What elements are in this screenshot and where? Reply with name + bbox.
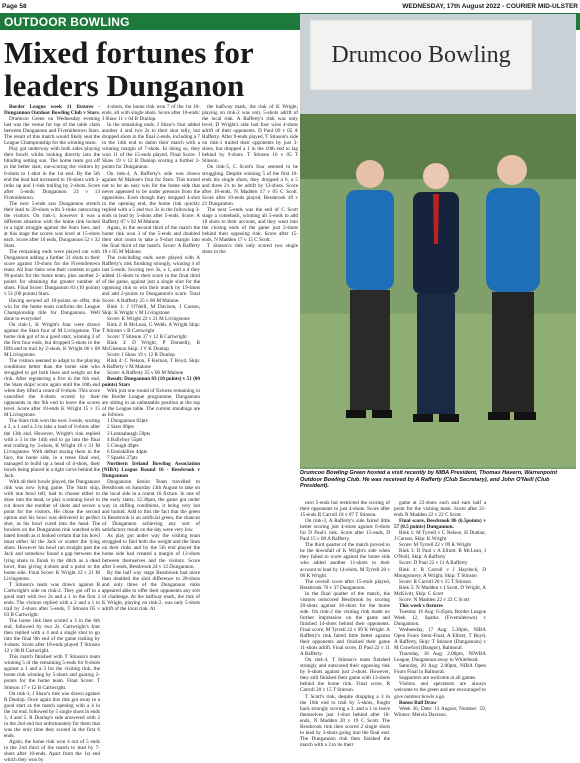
person-left xyxy=(346,160,394,418)
person-centre xyxy=(413,163,459,422)
article-paragraph: Rink 4: R Carroll v J Haydock, D Montgomery, A Wright, Skip: T Stinson xyxy=(394,566,486,579)
article-paragraph: Rink 3: D Wright, P Donnelly, B McGleenon Skip: J V K Dunlop xyxy=(102,339,200,352)
article-paragraph: Again, in the second third of the match the home rink won 3 of the 5-ends and doubled their shot count to take a 9-shot margin into the final third of the match. Score: A Rafferty 18 v 05 M Malone. xyxy=(102,224,200,256)
article-paragraph: the halfway mark, the rink of K Wright, playing on rink-2 was only 5-shots adrift of the local rink. A Rafferty's rink was only level, D Wright's side had four wins 4-shots adrift of their opponents. D Paul 09 v 05 A Rafferty. After 9-ends played, T Stinson's side on rink-1 trailed their opponents by just 3-shots, but dropped a 1 in the 10th end to lag behind by 9-shots. T Stinson 16 v 05 T Stinson. xyxy=(202,104,298,165)
article-paragraph: On rink-4, A Rafferty's side was drawn against M Malone's four for Stars. This turned out to be an easy win for the home side that never appeared to be under pressure from the opposition. Even though they dropped 4-shot in the opening end, the home rink quickly replied with a 5 and two 2s in the following 3-ends to lead by 5-shots after 5-ends. Score: A Rafferty 07 v 02 M Malone. xyxy=(102,170,200,225)
article-paragraph: T Stinson's rink only scored two single shots in the xyxy=(202,243,298,256)
article-paragraph: The next 5-ends saw Dungannon stretch their lead to 20-shots with 3-rinks outscoring the visitors. On rink-1, however it was a different situation with the home rink locked in a tight struggle against the Stars foes, and at this stage the scores was level at 15-shots each. Score after 10 ends, Dungannon 52 v 32 Stars. xyxy=(4,200,100,250)
article-paragraph: On rink-4, T Stinson's team finished strongly and outscored their opposing rink by 6-shots against just 2-shots. However, they still finished their game with 13-shots behind the home rink. Final score, R Carroll 20 v 15 T Stinson. xyxy=(300,657,390,694)
article-paragraph: Week 36, Date: 13 August, Number: 59, Winner: Melvin Davison. xyxy=(394,705,486,718)
article-column-1 xyxy=(4,104,100,763)
article-paragraph: The visitors seemed to adapt to the playing conditions better than the home side who struggled to get both lines and weight on the rink. After registering a five in the 6th end, the Stars skips' score again until the 10th end when they lifted a count of 6-shots. This score cancelled the 6-shots scored by their opponents in the 9th end to leave the scores level. Score after 10-ends K Wright 15 v 15 M Livingstone. xyxy=(4,357,100,419)
article-paragraph: Saturday, 20 Aug: 2.00pm, NIBA Open Fours Final in Balmoral. xyxy=(394,663,486,676)
article-paragraph: Rink 4: C Nelson, F Kernan, T Boyd, Skip: A Rafferty v M Malone xyxy=(102,357,200,371)
article-paragraph: Score: K Wright 22 v 21 M Livingstone xyxy=(107,315,190,322)
article-paragraph: 6 Enniskillen 44pts xyxy=(107,448,148,455)
article-paragraph: next 5-ends but restricted the scoring of their opponents to just 4-shots. Score after 15-ends R Carroll 18 v 07 T Stinson. xyxy=(300,500,390,519)
headline: Mixed fortunes for leaders Dunganon xyxy=(4,35,254,103)
article-paragraph: With all their bowls played, the Dungannon rink was now lying game. The Stars skip, with one bowl left, had to choose either to draw into the head, or play a running bowl to cut down the number of shots and secure a point for the visitors. He chose the second option and his bowl was delivered in perfect shot, as his bowl cured into the head. The bowlers on the Dungannon rink watched with bated breath as it looked certain that his bowl must either hit the Jack or scatter the lying shots. However his bowl ran straight past the Jack and somehow found a gap between the lying shots to finish in the ditch as a dead bowl, thus giving 4-shots and a point to the home side. Final Score: K Wright 22 v 21 M Livingstone. xyxy=(4,478,100,582)
page-date: WEDNESDAY, 17th August 2022 - COURIER MID-ULSTER xyxy=(402,2,578,10)
article-paragraph: The next 5-ends was the end of C Scott stage a comeback, winning all 5-ends to add 10 shots to their account, and they went into the closing ends of the game just 2-shots behind their opposing rink. Score after 15-ends, N Madden 17 v 15 C Scott. xyxy=(202,206,298,244)
article-paragraph: Score: J Shaw 19 v 12 R Dunlop xyxy=(107,351,175,358)
article-paragraph: Thursday, 18 Aug: 2.00pm, NIWBA League, Dungannon away to Whitehead. xyxy=(394,651,486,664)
article-paragraph: This match finished with T Stinson's team winning 5 of the remaining 5-ends for 8-shots against a 1 and a 3 for the visiting rink, the home rink winning by 5-shots and gaining 2-points for the home team. Final Score: T Stinson 17 v 12 B Cartwright. xyxy=(4,654,100,691)
article-paragraph: Bonus Ball Draw xyxy=(399,699,437,706)
article-paragraph: This week's fixtures xyxy=(399,602,443,609)
article-paragraph: Wednesday, 17 Aug: 5.30pm, NIBA Open Fours Semi-Final, A Elliott, T Boyd, A Rafferty, Skip: T Stinson (Dungannon) v M Crawford (Bangor), Balmoral. xyxy=(394,626,486,652)
article-paragraph: T Scott's rink, despite dropping a 3 in the 16th end to trail by 5-shots, fought back strongly scoring a 3, and a 1 to leave themselves just 1-shot behind after 18-ends, N Madden 20 v 19 C Scott. The Bessbrook rink then scored 2 single shots to lead by 3-shots going into the final end. The Dungannon rink then finished the match with a 3 to tie their xyxy=(300,693,390,748)
article-paragraph: The home rink then scored a 3 in the 6th end, followed by two 2s. Cartwright's four then replied with a 4 and a single shot to go into the final 9th end of the game trailing by 4-shots. Score after 10-ends played T Stinson 12 v 08 B Cartwright. xyxy=(4,617,100,655)
article-paragraph: Result: Dungannon 83 (10 points) v 51 (00 points) Stars xyxy=(102,376,200,389)
article-paragraph: 4-shots, the home rink won 7 of the 1st 10-ends, all with single shots. Score after 10-ends: J Shaw 11 v 04 R Dunlop. xyxy=(102,104,200,123)
article-paragraph: Dungannon Senior Team travelled to Bessbrook on Saturday 13th August to take on the local side in a round 16 fixture. In one of the early starts, 12.30pm, the game got under way in stifling conditions, it being very hot and humid. Add to this the fact that the green in Bessbrook is an artificial green, the chances of Dungannon achieving any sort of satisfactory result on the day were very low. xyxy=(102,478,200,534)
article-column-4 xyxy=(300,500,390,748)
article-paragraph: On rink-5, C Scott's four seemed to be struggling. Despite winning 5 of the first 10-ends his single shots, they dropped a 6, a 5 and three 2's to be adrift by 12-shots. Score after 10-ends, N Madden 17 v 05 C Scott. Score after 10-ends played, Bessbrook 49 v 21 Dungannon. xyxy=(202,164,298,207)
article-paragraph: With just one round of fixtures remaining in the Border League programme, Dungannon are sitting in an unbeatable position at the top of the League table. The current standings are as follows: xyxy=(102,388,200,419)
article-paragraph: Supporters are welcome at all games. xyxy=(399,675,477,682)
page-header xyxy=(0,0,580,12)
article-column-2 xyxy=(102,104,200,734)
article-paragraph: 1 Dungannon 82pts xyxy=(107,418,148,425)
article-paragraph: 5 Clough 49pts xyxy=(107,442,139,449)
sign-text: Drumcoo Bowling xyxy=(331,42,511,68)
article-paragraph: Score: T Stinson 17 v 12 B Cartwright xyxy=(107,333,187,340)
article-paragraph: Border League week 11 fixtures - Dungannon Outdoor Bowling Club v Stars. xyxy=(4,104,100,117)
article-paragraph: Again, the home rink won 4 out of 5 ends in the 2nd third of the match to lead by 7-shots after 10-ends. Apart from the 1st end which they won by xyxy=(4,738,100,763)
article-paragraph: game at 22-shots each and earn half a point for the visiting team. Score after 21-ends N Madden 22 v 22 C Scott. xyxy=(394,500,486,519)
photo-club-officials xyxy=(300,14,576,467)
article-paragraph: The third quarter of the match proved to be the downfall of K Wright's side when they failed to score against the home side who added another 11-shots to their account to lead by 14-shots, M Tyrrell 20 v 06 K Wright. xyxy=(300,542,390,579)
section-title: OUTDOOR BOWLING xyxy=(4,14,130,29)
article-paragraph: Final score, Bessbrook 86 (6.5points) v 57 (0.5 points) Dungannon. xyxy=(394,518,486,531)
article-paragraph: By the half way stage Bessbrook had more than doubled the shot difference to 28-shots and only three of the Dungannon rinks appeared able to offer their opponents any sort of challenge. At the halfway mark, the rink of K Wright, playing on rink-2, was only 5-shots adrift of the local rink. At xyxy=(102,569,200,612)
article-paragraph: Rink 5: N Madden v I Scott, D Wright, A McKivitt, Skip: C Scott xyxy=(394,584,486,597)
article-column-3 xyxy=(202,104,298,734)
article-paragraph: 3 Lemnaheagh 59pts xyxy=(107,430,151,437)
article-paragraph: Rink 1: M Tyrrell v C Nelson, H Dunbar, J Carson, Skip: K Wright xyxy=(394,530,486,543)
article-paragraph: On rink-1, K Wright's four were drawn against the Stars four of M Livingstone. The home rink got of to a good start, winning 3 of the first four ends, but dropped 5-shots in the fifth end to trail by 2-shots, K Wright 06 v 08 M Livingstone. xyxy=(4,321,100,358)
article-paragraph: Score: A Rafferty 25 v 06 M Malone xyxy=(107,370,184,377)
page-number: Page 58 xyxy=(2,2,27,10)
article-paragraph: T Stinson's team was drawn against B Cartwright's side on rink-2. They got off to a good start with two 2s and a 1 in the first 3 ends. The visitors replied with a 2 and a 1 to trail by 2-shots after 5-ends, T Stinson 05 v 03 B Cartwright. xyxy=(4,581,100,618)
article-paragraph: Score: R Carroll 20 v 15 T Stinson xyxy=(399,578,472,585)
article-paragraph: As play got under way the visiting team struggled to find both the weight and the lines on their rinks and by the 5th end played the home side had created a margin of 12-shots between themselves and the visitors. Score after 5-ends, Bessbrook 24 v 12 Dungannon. xyxy=(102,533,200,570)
article-paragraph: Rink 2: R McLean, G Webb, A Wright Skip: T Stinson v B Cartwright xyxy=(102,321,200,334)
article-paragraph: On rink-3, A Rafferty's side faired little better scoring just 4-shots against 6-shots for D Paul's rink. Score after 15-ends, D Paul 15 v 08 A Rafferty. xyxy=(300,518,390,543)
article-paragraph: Northern Ireland Bowling Association (NIBA) League Round 16 - Bessbrook v Dungannon xyxy=(102,460,200,479)
article-paragraph: The Stars rink won the next 3-ends, scoring a 2, a 1 and a 3 to take a lead of 6-shots after the 13th end. However, Wright's rink replied with a 3 in the 14th end to go into the final end trailing by 3-shots, K Wright 18 v 21 M Livingstone. With defeat staring them in the face, the home side, in a tense final end, managed to build up a head of 4-shots, their bowls being placed in a tight curve behind the Jack. xyxy=(4,418,100,479)
article-paragraph: Play got underway with both sides playing their bowls whilst looking directly into the blinding setting sun. The home team got off to the better start, out-scoring the visitors by 6-shots to 1-shot in the 1st end. By the 5th end the lead had increased to 10-shots with 3-rinks up and 1-rink trailing by 2-shots. Score after 5-ends: Dungannon 23 v 13 Fivemiletown. xyxy=(4,146,100,201)
article-column-5 xyxy=(394,500,486,735)
article-paragraph: Score: M Tyrrell 22 v 09 K Wright xyxy=(399,542,471,549)
person-right xyxy=(486,155,540,420)
article-paragraph: 4 Ballyboy 55pts xyxy=(107,436,143,443)
article-paragraph: Score: N Madden 22 v 22 C Scott xyxy=(399,596,470,603)
article-paragraph: Visitors and spectators are always welcome to the green and are encouraged to give outdoor bowls a go. xyxy=(394,681,486,700)
article-paragraph: The concluding ends were played with A Rafferty's rink finishing strongly, winning 4 of last 5-ends. Scoring two 3s, a 1, and a 4 they added 11-shots to their score in the final third of the game, against just a single shot for the opposing rink to win their match by 19-shots and add 2-points to Dungannon's score. Total Score: A Rafferty 25 v 06 M Malone. xyxy=(102,255,200,304)
article-paragraph: Rink 3: D Paul v A Elliott, R McLean, J O'Neill, Skip: A Rafferty xyxy=(394,548,486,561)
article-paragraph: Score: D Paul 22 v 11 A Rafferty xyxy=(399,560,468,567)
article-paragraph: Tuesday 16 Aug: 6:45pm, Border League Week 12, Sparks (Fivemiletown) v Dungannon. xyxy=(394,608,486,627)
article-paragraph: In the remaining ends, J Shaw's four added another 4 and two 2s to their shot tally, but dropped shots in the final 2-ends, including a 7 in the 14th end to damn their match with a winning margin of 7-shots. In doing so, they won 11 of the 15-ends played. Final Score: J Shaw 19 v 12 R Dunlop scoring a further 2-points for Dungannon. xyxy=(102,122,200,171)
article-paragraph: The remaining ends were played out with Dungannon adding a further 31 shots to their score against 19-shots for the Fivemiletown team. All four rinks won their contests to gain 96-points for the home team, plus another 2-points for obtaining the greater number of shots. Final Score: Dungannon 83 (10 points) v 51 (00 points) Stars. xyxy=(4,249,100,298)
article-paragraph: On rink-3, J Shaw's rink was drawn against R Dunlop. Once again this rink got away to a good start as the match opening with a 4 in the 1st end, followed by 5 single shots in ends 3, 4 and 5. R Dunlop's side answered with 2 in the 2nd end but unfortunately for them that was the only time they scored in the first 6 ends. xyxy=(4,690,100,739)
photo-caption: Drumcoo Bowling Green hosted a visit recently by NIBA President, Thomas Havern, Warrenpoint Outdoor Bowling Club. He was received by A Rafferty (Club Secretary), and John O'Neill (Club President). xyxy=(300,470,558,490)
photo-illustration xyxy=(300,14,576,467)
article-paragraph: The overall score after 15-ends played, Bessbrook 70 v 37 Dungannon. xyxy=(300,578,390,591)
article-paragraph: Rink 1: J O'Neill, M Davison, J Carson, Skip: K Wright v M Livingstone xyxy=(102,303,200,316)
article-paragraph: 7 Sparks 37pts xyxy=(107,454,138,461)
article-paragraph: In the final quarter of the match, the visitors outscored Bessbrook by scoring 20-shots against 16-shots for the home side. On rink-2 the visiting rink made no further impression on the game and finished 14-shots behind their opponents. Final score, M Tyrrell 22 v 09 K Wright. A Rafferty's rink faired little better against their opponents and finished their game 11-shots adrift. Final score, D Paul 22 v 11 A Rafferty. xyxy=(300,590,390,658)
article-paragraph: 2 Stars 60pts xyxy=(107,424,134,431)
article-paragraph: Having secured all 10-points on offer, this win for the home team confirms the League Championship title for Dungannon. Well done to everyone! xyxy=(4,297,100,322)
article-paragraph: Drumcoo Green on Wednesday evening last was the venue for top of the table clash between Dungannon and Fivemiletown Stars. The result of this match would likely seal the League Championship for the winning team. xyxy=(4,116,100,147)
